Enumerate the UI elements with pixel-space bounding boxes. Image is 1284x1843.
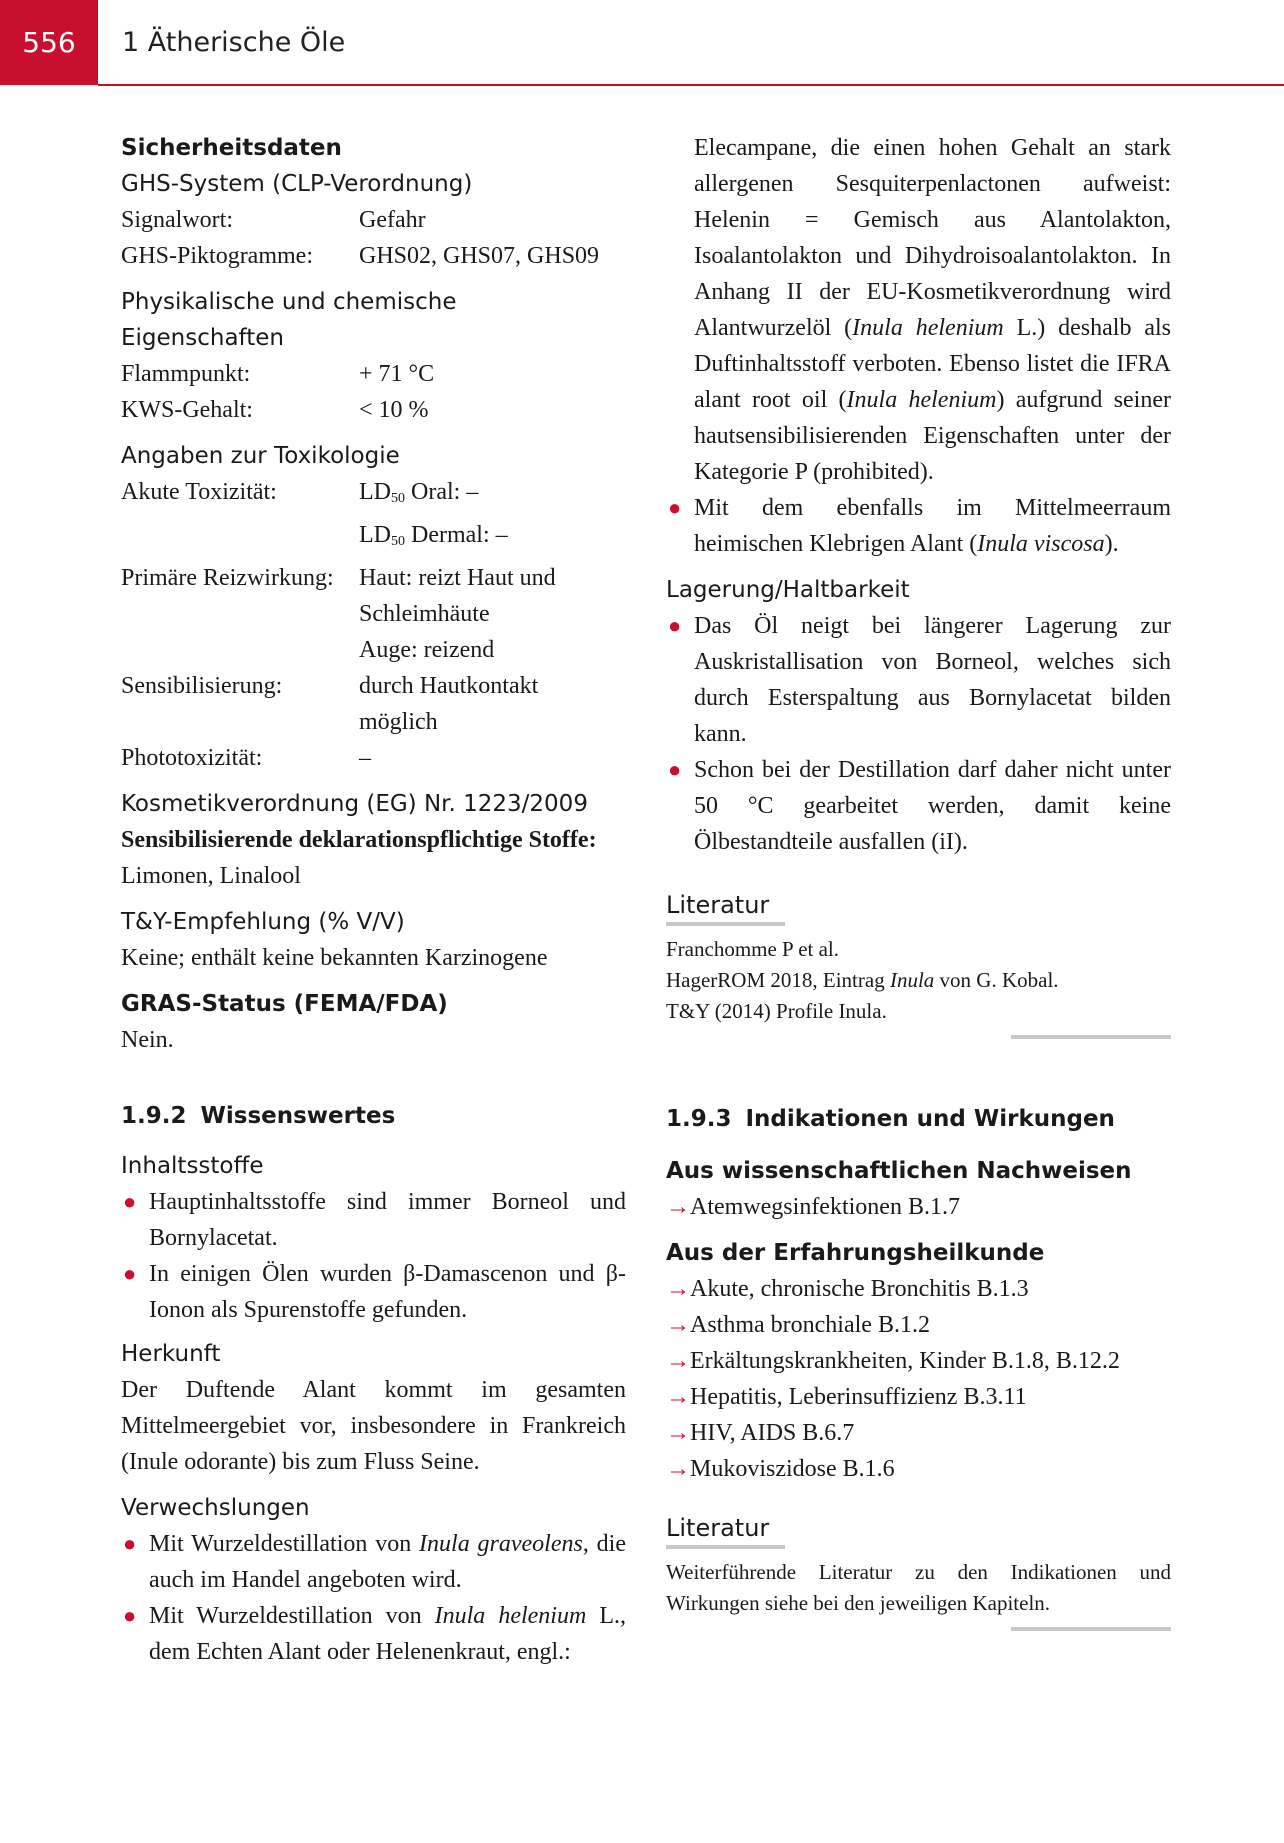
phys-row: KWS-Gehalt: < 10 % [121, 397, 429, 423]
kosm-title: Kosmetikverordnung (EG) Nr. 1223/2009 [121, 791, 588, 817]
erf-title: Aus der Erfahrungsheilkunde [666, 1240, 1045, 1266]
list-item: ● Das Öl neigt bei längerer Lagerung zur Auskristallisation von Borneol, welches sich durch Esterspaltung aus Bornylacetat bilden kann. [668, 613, 1171, 747]
verw-title: Verwechslungen [121, 1495, 310, 1521]
tox-row: Primäre Reizwirkung: Haut: reizt Haut und [121, 565, 556, 591]
literature-end-rule [1011, 1627, 1171, 1631]
tox-row: möglich [359, 709, 438, 735]
ghs-row: Signalwort: Gefahr [121, 207, 426, 233]
literature-end-rule [1011, 1035, 1171, 1039]
list-item: →HIV, AIDS B.6.7 [666, 1420, 855, 1446]
safety-title: Sicherheitsdaten [121, 135, 342, 161]
literature-box [666, 1511, 1171, 1631]
list-item: →Mukoviszidose B.1.6 [666, 1456, 895, 1482]
page-number: 556 [0, 0, 98, 85]
phys-title: Physikalische und chemische Eigenschaften [121, 289, 457, 351]
list-item: →Hepatitis, Leberinsuffizienz B.3.11 [666, 1384, 1027, 1410]
tox-row: Sensibilisierung: durch Hautkontakt [121, 673, 539, 699]
list-item: ● Schon bei der Destillation darf daher nicht unter 50 °C gearbeitet werden, damit keine Ölbestandteile ausfallen (iI). [668, 757, 1171, 855]
list-item: ● In einigen Ölen wurden β-Damascenon und β-Ionon als Spurenstoffe gefunden. [123, 1261, 626, 1323]
list-item: →Erkältungskrankheiten, Kinder B.1.8, B.12.2 [666, 1348, 1120, 1374]
list-item: →Atemwegsinfektionen B.1.7 [666, 1194, 960, 1220]
literature-title: Literatur [666, 888, 785, 926]
herk-text: Der Duftende Alant kommt im gesamten Mittelmeergebiet vor, insbesondere in Frankreich (Inule odorante) bis zum Fluss Seine. [121, 1377, 626, 1475]
literature-title: Literatur [666, 1511, 785, 1549]
literature-entry: HagerROM 2018, Eintrag Inula von G. Kobal. [666, 968, 1059, 992]
tox-title: Angaben zur Toxikologie [121, 443, 400, 469]
right-column [666, 130, 1171, 1631]
list-item: →Asthma bronchiale B.1.2 [666, 1312, 930, 1338]
ty-title: T&Y-Empfehlung (% V/V) [121, 909, 405, 935]
running-header: 1 Ätherische Öle [122, 27, 346, 58]
ty-text: Keine; enthält keine bekannten Karzinogene [121, 945, 548, 971]
list-item: ● Hauptinhaltsstoffe sind immer Borneol und Bornylacetat. [123, 1189, 626, 1251]
literature-text: Weiterführende Literatur zu den Indikationen und Wirkungen siehe bei den jeweiligen Kapiteln. [666, 1560, 1171, 1615]
ghs-title: GHS-System (CLP-Verordnung) [121, 171, 473, 197]
list-item: ● Mit Wurzeldestillation von Inula graveolens, die auch im Handel angeboten wird. [123, 1531, 626, 1593]
section-heading: 1.9.2 Wissenswertes [121, 1103, 396, 1129]
list-item: ● Mit dem ebenfalls im Mittelmeerraum heimischen Klebrigen Alant (Inula viscosa). [668, 495, 1171, 557]
gras-text: Nein. [121, 1027, 174, 1053]
tox-row: Auge: reizend [359, 637, 495, 663]
ghs-row: GHS-Piktogramme: GHS02, GHS07, GHS09 [121, 243, 600, 269]
wiss-title: Aus wissenschaftlichen Nachweisen [666, 1158, 1132, 1184]
tox-row: Schleimhäute [359, 601, 490, 627]
continued-text: Elecampane, die einen hohen Gehalt an stark allergenen Sesquiterpenlactonen aufweist: Helenin = Gemisch aus Alantolakton, Isoalantolakton und Dihydroisoalantolakton. In Anhang II der EU-Kosmetikverordnung wird Alantwurzelöl (Inula helenium L.) deshalb als Duftinhaltsstoff verboten. Ebenso listet die IFRA alant root oil (Inula helenium) aufgrund seiner hautsensibilisierenden Eigenschaften unter der Kategorie P (prohibited). [694, 135, 1171, 485]
tox-row: $LD_{50}$ Dermal: – [359, 522, 508, 549]
kosm-text: Limonen, Linalool [121, 863, 301, 889]
list-item: →Akute, chronische Bronchitis B.1.3 [666, 1276, 1029, 1302]
lag-title: Lagerung/Haltbarkeit [666, 577, 910, 603]
section-heading: 1.9.3 Indikationen und Wirkungen [666, 1106, 1115, 1132]
inh-title: Inhaltsstoffe [121, 1153, 264, 1179]
herk-title: Herkunft [121, 1341, 221, 1367]
header-rule [98, 84, 1284, 86]
literature-box [666, 888, 1171, 1039]
tox-row: Phototoxizität: – [121, 745, 371, 771]
literature-entry: Franchomme P et al. [666, 937, 840, 961]
kosm-subtitle: Sensibilisierende deklarationspflichtige Stoffe: [121, 827, 597, 853]
left-column [121, 130, 626, 1670]
gras-title: GRAS-Status (FEMA/FDA) [121, 991, 448, 1017]
list-item: ● Mit Wurzeldestillation von Inula helenium L., dem Echten Alant oder Helenenkraut, engl.: [123, 1603, 626, 1665]
phys-row: Flammpunkt: + 71 °C [121, 361, 435, 387]
tox-row: Akute Toxizität: $LD_{50}$ Oral: – [121, 479, 479, 506]
literature-entry: T&Y (2014) Profile Inula. [666, 999, 887, 1023]
